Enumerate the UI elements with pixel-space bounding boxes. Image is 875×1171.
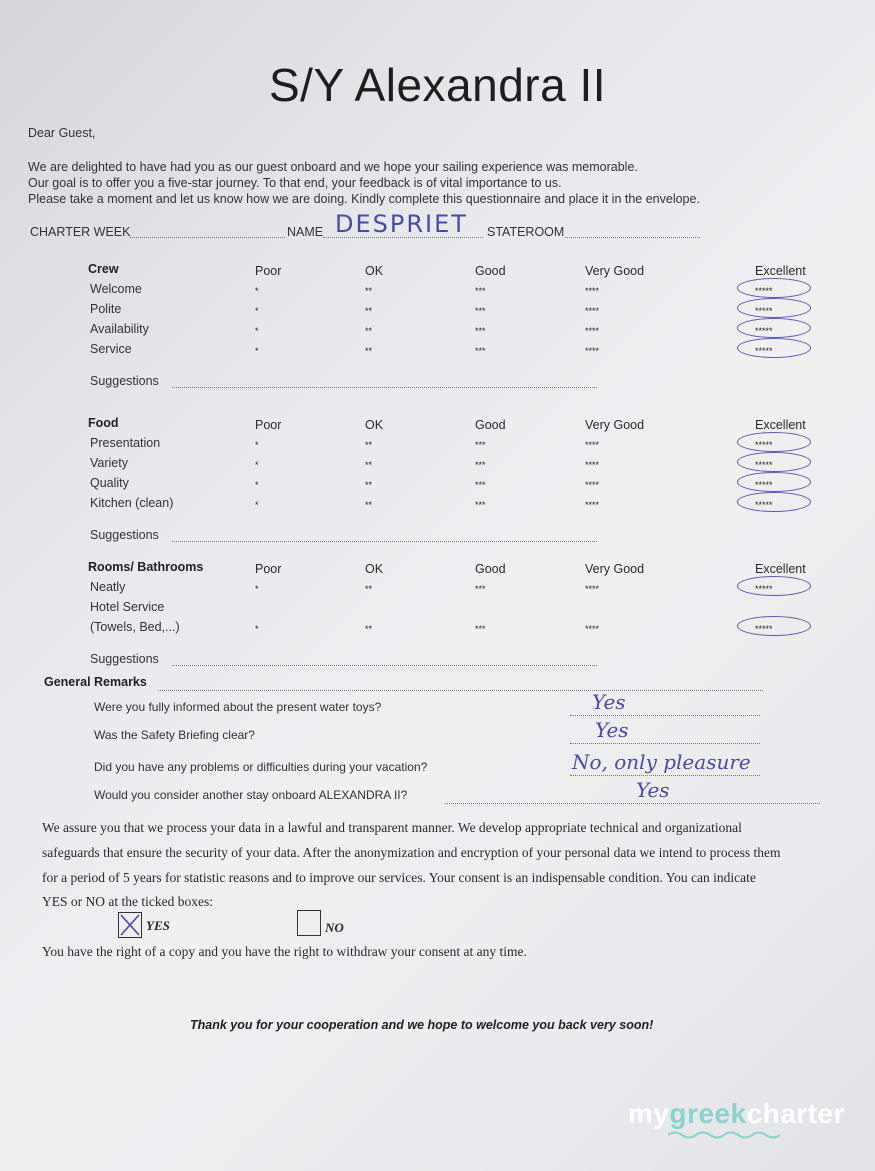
rating-option[interactable]: *** <box>475 624 486 634</box>
stateroom-label: STATEROOM <box>487 225 565 239</box>
name-value: DESPRIET <box>335 210 468 238</box>
rating-item-label: Availability <box>90 322 149 336</box>
intro-line-3: Please take a moment and let us know how we are doing. Kindly complete this questionnaire and place it in the envelope. <box>28 192 700 206</box>
rating-option[interactable]: * <box>255 306 259 316</box>
rating-item-label: Kitchen (clean) <box>90 496 174 510</box>
rating-header: Good <box>475 264 506 278</box>
section-title: Rooms/ Bathrooms <box>88 560 204 574</box>
suggestions-field[interactable] <box>172 540 597 542</box>
rating-item-label: Variety <box>90 456 128 470</box>
intro-line-2: Our goal is to offer you a five-star journey. To that end, your feedback is of vital importance to us. <box>28 176 562 190</box>
rating-option[interactable]: ***** <box>755 500 773 510</box>
rating-option[interactable]: **** <box>585 326 600 336</box>
no-label: NO <box>325 920 344 935</box>
rating-option[interactable]: ***** <box>755 624 773 634</box>
rating-option[interactable]: *** <box>475 286 486 296</box>
rating-option[interactable]: ** <box>365 440 373 450</box>
rating-option[interactable]: **** <box>585 440 600 450</box>
rating-option[interactable]: * <box>255 286 259 296</box>
form-title: S/Y Alexandra II <box>268 59 607 111</box>
consent-line-2: safeguards that ensure the security of your data. After the anonymization and encryption of your personal data we intend to process them <box>42 845 781 860</box>
logo-part-charter: charter <box>746 1098 845 1129</box>
greeting: Dear Guest, <box>28 126 96 140</box>
rating-option[interactable]: ***** <box>755 346 773 356</box>
selected-rating-circle <box>737 472 811 492</box>
rating-header: Very Good <box>585 418 645 432</box>
no-checkbox[interactable] <box>297 910 321 936</box>
rating-option[interactable]: * <box>255 480 259 490</box>
rating-option[interactable]: ***** <box>755 460 773 470</box>
rating-item-label: Polite <box>90 302 122 316</box>
remark-question: Were you fully informed about the present water toys? <box>94 700 382 714</box>
general-remarks-label: General Remarks <box>44 675 147 689</box>
rating-option[interactable]: **** <box>585 624 600 634</box>
yes-label: YES <box>146 918 170 933</box>
remark-question: Would you consider another stay onboard ALEXANDRA II? <box>94 788 408 802</box>
rating-option[interactable]: **** <box>585 584 600 594</box>
suggestions-label: Suggestions <box>90 528 159 542</box>
remark-answer-line[interactable] <box>570 774 760 776</box>
charter-week-field[interactable] <box>130 236 285 238</box>
section-title: Food <box>88 416 119 430</box>
checkmark-x-icon <box>119 913 141 937</box>
remark-answer-line[interactable] <box>570 742 760 744</box>
name-label: NAME <box>287 225 324 239</box>
rating-option[interactable]: *** <box>475 440 486 450</box>
rating-option[interactable]: ***** <box>755 306 773 316</box>
rating-option[interactable]: *** <box>475 460 486 470</box>
general-remarks-line[interactable] <box>158 689 763 691</box>
remark-answer: Yes <box>595 718 629 742</box>
suggestions-label: Suggestions <box>90 374 159 388</box>
stateroom-field[interactable] <box>565 236 700 238</box>
rating-option[interactable]: * <box>255 584 259 594</box>
rating-item-label: Quality <box>90 476 129 490</box>
selected-rating-circle <box>737 318 811 338</box>
rating-option[interactable]: **** <box>585 480 600 490</box>
rating-option[interactable]: * <box>255 346 259 356</box>
rating-item-label: Neatly <box>90 580 126 594</box>
section-title: Crew <box>88 262 119 276</box>
rating-header: Good <box>475 562 506 576</box>
yes-checkbox[interactable] <box>118 912 142 938</box>
rating-option[interactable]: * <box>255 460 259 470</box>
thank-you-text: Thank you for your cooperation and we hope to welcome you back very soon! <box>190 1018 654 1032</box>
rating-header: Excellent <box>755 264 806 278</box>
rating-option[interactable]: ** <box>365 286 373 296</box>
rating-option[interactable]: ***** <box>755 326 773 336</box>
rating-option[interactable]: ** <box>365 584 373 594</box>
rating-item-label: (Towels, Bed,...) <box>90 620 180 634</box>
rating-option[interactable]: ** <box>365 306 373 316</box>
rating-header: Poor <box>255 418 282 432</box>
rating-option[interactable]: **** <box>585 500 600 510</box>
rating-header: Poor <box>255 264 282 278</box>
selected-rating-circle <box>737 432 811 452</box>
rating-header: OK <box>365 264 384 278</box>
rating-header: Good <box>475 418 506 432</box>
suggestions-field[interactable] <box>172 664 597 666</box>
rights-text: You have the right of a copy and you have the right to withdraw your consent at any time. <box>42 944 527 959</box>
selected-rating-circle <box>737 278 811 298</box>
remark-answer-line[interactable] <box>445 802 820 804</box>
rating-option[interactable]: *** <box>475 500 486 510</box>
selected-rating-circle <box>737 298 811 318</box>
rating-option[interactable]: *** <box>475 346 486 356</box>
rating-option[interactable]: ***** <box>755 440 773 450</box>
selected-rating-circle <box>737 616 811 636</box>
rating-option[interactable]: *** <box>475 480 486 490</box>
rating-option[interactable]: ***** <box>755 286 773 296</box>
rating-option[interactable]: * <box>255 440 259 450</box>
selected-rating-circle <box>737 338 811 358</box>
rating-option[interactable]: ***** <box>755 584 773 594</box>
rating-option[interactable]: ** <box>365 624 373 634</box>
remark-answer-line[interactable] <box>570 714 760 716</box>
rating-header: Very Good <box>585 562 645 576</box>
logo-part-greek: greek <box>669 1098 747 1129</box>
suggestions-label: Suggestions <box>90 652 159 666</box>
rating-option[interactable]: **** <box>585 306 600 316</box>
logo-wave-icon <box>668 1130 788 1140</box>
remark-question: Was the Safety Briefing clear? <box>94 728 255 742</box>
rating-option[interactable]: **** <box>585 346 600 356</box>
remark-question: Did you have any problems or difficulties during your vacation? <box>94 760 428 774</box>
rating-option[interactable]: **** <box>585 460 600 470</box>
consent-line-3: for a period of 5 years for statistic reasons and to improve our services. Your consent is an indispensable condition. You can indicate <box>42 870 756 885</box>
rating-header: Excellent <box>755 562 806 576</box>
rating-item-label: Presentation <box>90 436 161 450</box>
rating-option[interactable]: ** <box>365 326 373 336</box>
intro-line-1: We are delighted to have had you as our guest onboard and we hope your sailing experience was memorable. <box>28 160 638 174</box>
rating-option[interactable]: * <box>255 326 259 336</box>
rating-option[interactable]: ** <box>365 500 373 510</box>
selected-rating-circle <box>737 576 811 596</box>
rating-option[interactable]: **** <box>585 286 600 296</box>
rating-header: Very Good <box>585 264 645 278</box>
remark-answer: Yes <box>636 778 670 802</box>
rating-item-label: Service <box>90 342 132 356</box>
rating-header: OK <box>365 418 384 432</box>
rating-option[interactable]: * <box>255 500 259 510</box>
rating-header: Poor <box>255 562 282 576</box>
rating-option[interactable]: ** <box>365 346 373 356</box>
rating-header: OK <box>365 562 384 576</box>
rating-option[interactable]: *** <box>475 326 486 336</box>
consent-line-4: YES or NO at the ticked boxes: <box>42 894 213 909</box>
rating-option[interactable]: * <box>255 624 259 634</box>
mygreekcharter-logo <box>628 1098 845 1130</box>
rating-option[interactable]: *** <box>475 584 486 594</box>
rating-option[interactable]: ** <box>365 460 373 470</box>
logo-part-my: my <box>627 1098 670 1129</box>
suggestions-field[interactable] <box>172 386 597 388</box>
rating-option[interactable]: *** <box>475 306 486 316</box>
rating-item-label: Welcome <box>90 282 142 296</box>
selected-rating-circle <box>737 492 811 512</box>
consent-line-1: We assure you that we process your data in a lawful and transparent manner. We develop appropriate technical and organizational <box>42 820 742 835</box>
remark-answer: Yes <box>592 690 626 714</box>
rating-option[interactable]: ***** <box>755 480 773 490</box>
charter-week-label: CHARTER WEEK <box>30 225 131 239</box>
rating-item-label: Hotel Service <box>90 600 165 614</box>
remark-answer: No, only pleasure <box>572 750 751 774</box>
rating-header: Excellent <box>755 418 806 432</box>
rating-option[interactable]: ** <box>365 480 373 490</box>
selected-rating-circle <box>737 452 811 472</box>
